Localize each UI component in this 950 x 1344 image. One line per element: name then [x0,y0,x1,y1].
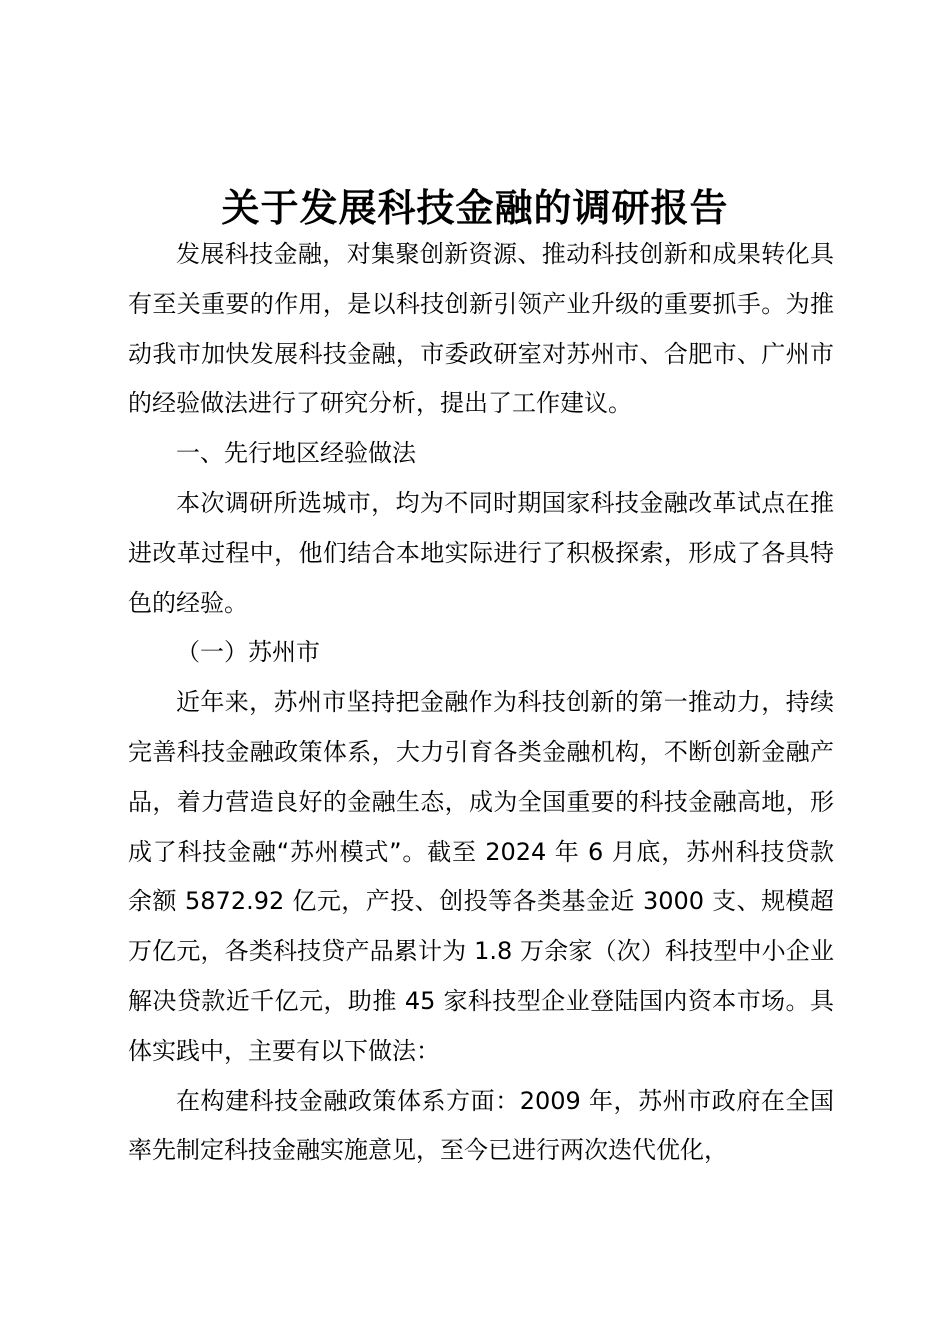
document-title: 关于发展科技金融的调研报告 [221,186,729,230]
suzhou-policy-paragraph: 在构建科技金融政策体系方面：2009 年，苏州市政府在全国率先制定科技金融实施意见，至今已进行两次迭代优化， [128,1086,834,1165]
section-heading-1: 一、先行地区经验做法 [176,439,416,468]
section-1-intro-paragraph: 本次调研所选城市，均为不同时期国家科技金融改革试点在推进改革过程中，他们结合本地实际进行了积极探索，形成了各具特色的经验。 [128,488,834,617]
subsection-heading-suzhou: （一）苏州市 [176,638,320,667]
suzhou-overview-paragraph: 近年来，苏州市坚持把金融作为科技创新的第一推动力，持续完善科技金融政策体系，大力引育各类金融机构，不断创新金融产品，着力营造良好的金融生态，成为全国重要的科技金融高地，形成了科技金融“苏州模式”。截至 2024 年 6 月底，苏州科技贷款余额 5872.92 亿元，产投、创投等各类基金近 3000 支、规模超万亿元，各类科技贷产品累计为 1.8 万余家（次）科技型中小企业解决贷款近千亿元，助推 45 家科技型企业登陆国内资本市场。具体实践中，主要有以下做法： [128,688,834,1065]
intro-paragraph: 发展科技金融，对集聚创新资源、推动科技创新和成果转化具有至关重要的作用，是以科技创新引领产业升级的重要抓手。为推动我市加快发展科技金融，市委政研室对苏州市、合肥市、广州市的经验做法进行了研究分析，提出了工作建议。 [128,240,834,418]
document-body [128,230,834,1176]
